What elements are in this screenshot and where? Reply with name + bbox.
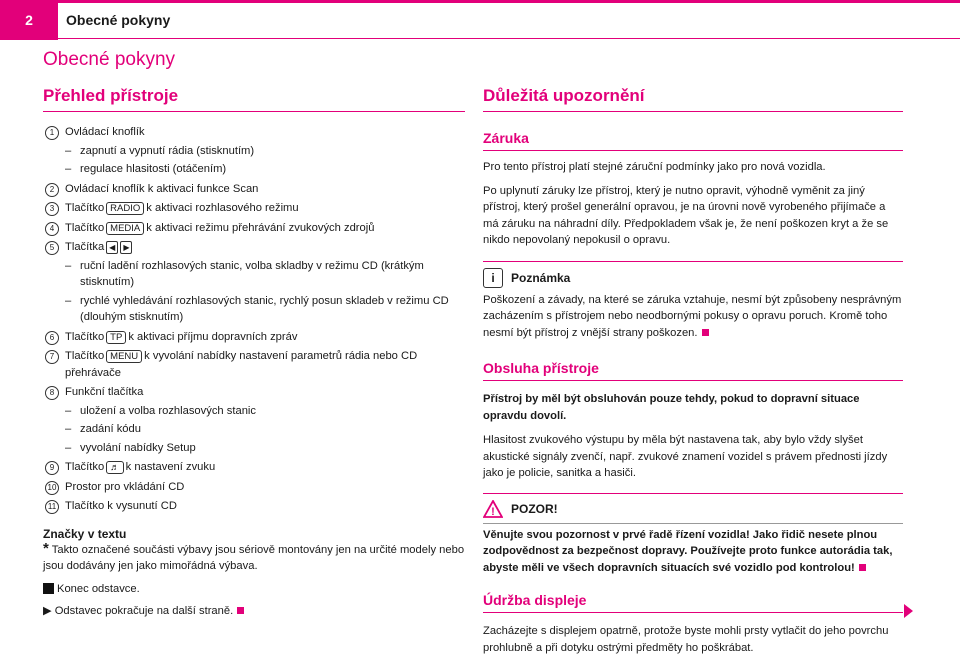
note-title: Poznámka [511,270,571,285]
info-icon: i [483,268,503,288]
legend-end [43,581,465,598]
caution-rule [483,493,903,494]
subitem-text: ruční ladění rozhlasových stanic, volba skladby v režimu CD (krátkým stisknutím) [80,259,424,288]
item-number-badge: 4 [45,222,59,236]
arrow-right-icon: ▶ [120,241,132,254]
overview-subitem [43,143,465,160]
page-header [0,0,960,40]
overview-list [43,124,465,515]
dash-icon: – [65,404,72,417]
section-rule [483,111,903,112]
key-label: MEDIA [106,222,144,235]
caution-text [483,527,903,577]
overview-subitem [43,440,465,457]
legend-end-text: Konec odstavce. [57,582,140,595]
key-label: MENU [106,350,142,363]
warranty-title: Záruka [483,130,529,146]
legend-asterisk [43,541,465,575]
note-text [483,292,903,342]
page-number: 2 [0,0,58,40]
item-number-badge: 7 [45,350,59,364]
legend-asterisk-text: Takto označené součásti výbavy jsou sériově montovány jen na určité modely nebo jsou dodávány jen jako mimořádná výbava. [43,543,465,572]
header-title: Obecné pokyny [66,12,171,28]
item-number-badge: 3 [45,202,59,216]
item-text: Tlačítko [65,461,105,473]
note-text-content: Poškození a závady, na které se záruka vztahuje, nesmí být způsobeny nesprávným zacházením s přístrojem nebo neodbornými pokusy o opravu poruch. Kromě toho nesmí být přístroj z vnější strany poškozen. [483,293,902,339]
dash-icon: – [65,441,72,454]
overview-subitem [43,403,465,420]
subitem-text: rychlé vyhledávání rozhlasových stanic, rychlý posun skladeb v režimu CD (dlouhým stisknutím) [80,294,449,323]
warranty-rule [483,150,903,151]
subitem-text: zapnutí a vypnutí rádia (stisknutím) [80,144,255,157]
end-square-icon [859,564,866,571]
overview-subitem [43,161,465,178]
display-rule [483,612,903,613]
page-title: Obecné pokyny [43,49,176,70]
next-page-arrow-icon [904,604,913,618]
legend-continue-text: Odstavec pokračuje na další straně. [54,605,234,617]
end-of-paragraph-icon [43,583,54,594]
overview-item [43,220,465,237]
overview-item [43,384,465,401]
operation-p1: Přístroj by měl být obsluhován pouze tehdy, pokud to dopravní situace opravdu dovolí. [483,393,860,422]
item-number-badge: 9 [45,461,59,475]
end-square-icon [237,607,244,614]
dash-icon: – [65,163,72,175]
operation-p2: Hlasitost zvukového výstupu by měla být nastavena tak, aby bylo vždy slyšet akustické signály zvenčí, např. zvukové znamení vozidel s právem přednosti jízdy jako je policie, sanitka a hasiči. [483,434,888,479]
item-text: Tlačítka [65,241,105,253]
note-rule [483,261,903,262]
item-number-badge: 10 [45,481,59,495]
item-number-badge: 11 [45,500,59,514]
subitem-text: uložení a volba rozhlasových stanic [80,404,256,417]
subitem-text: regulace hlasitosti (otáčením) [80,163,227,175]
item-text: Tlačítko k vysunutí CD [65,500,177,512]
section-title-overview: Přehled přístroje [43,86,179,105]
right-column [483,86,903,656]
item-text: k nastavení zvuku [125,461,216,473]
item-number-badge: 1 [45,126,59,140]
dash-icon: – [65,423,72,435]
end-square-icon [702,329,709,336]
item-text: Tlačítko [65,350,105,362]
legend-continue [43,603,465,620]
header-top-rule [58,0,960,3]
warranty-p2: Po uplynutí záruky lze přístroj, který je nutno opravit, výhodně vyměnit za jiný přístroj, který prošel generální opravou, je na úrovni nově vyrobeného přijímače a má záruku na náhradní díly. Předpokladem však je, že není poškozen kryt a že se nikdo nepovolaný nepokusil o opravu. [483,184,889,246]
section-rule [43,111,465,112]
overview-item [43,329,465,346]
note-header [483,268,903,288]
item-text: Prostor pro vkládání CD [65,480,185,493]
item-number-badge: 8 [45,386,59,400]
warning-triangle-icon [483,500,503,518]
asterisk-icon: * [43,539,49,557]
item-text: Ovládací knoflík [65,126,145,138]
key-label: RADIO [106,202,144,215]
item-text: Tlačítko [65,330,105,343]
item-text: Ovládací knoflík k aktivaci funkce Scan [65,182,259,195]
overview-item [43,459,465,476]
overview-item [43,239,465,256]
left-column [43,86,465,620]
item-text: k aktivaci rozhlasového režimu [146,202,299,214]
svg-text:!: ! [491,505,495,518]
overview-item [43,498,465,515]
overview-item [43,479,465,496]
item-text: Tlačítko [65,221,105,234]
item-text: Tlačítko [65,202,105,214]
overview-subitem [43,421,465,438]
item-text: k aktivaci příjmu dopravních zpráv [128,330,298,343]
caution-text-content: Věnujte svou pozornost v prvé řadě řízení vozidla! Jako řidič nesete plnou zodpovědnost za bezpečnost dopravy. Používejte proto funkce autorádia tak, abyste měli ve všech dopravních situacích své vozidlo pod kontrolou! [483,528,893,574]
subitem-text: zadání kódu [80,423,141,435]
display-text: Zacházejte s displejem opatrně, protože byste mohli prsty vytlačit do jeho povrchu prohlubně a při dotyku ostrými předměty ho poškrábat. [483,625,889,654]
dash-icon: – [65,144,72,157]
item-number-badge: 2 [45,183,59,197]
section-title-important: Důležitá upozornění [483,86,645,105]
caution-title: POZOR! [511,501,558,516]
key-label: TP [106,331,126,344]
caution-inner-rule [483,523,903,524]
overview-item [43,124,465,141]
overview-item [43,181,465,198]
overview-item [43,200,465,217]
item-number-badge: 5 [45,241,59,255]
overview-subitem [43,293,465,326]
item-text: k aktivaci režimu přehrávání zvukových zdrojů [146,221,375,234]
subitem-text: vyvolání nabídky Setup [80,441,196,454]
dash-icon: – [65,259,72,272]
legend-title: Značky v textu [43,526,127,541]
arrow-left-icon: ◀ [106,241,118,254]
item-text: Funkční tlačítka [65,386,144,398]
item-text: k vyvolání nabídky nastavení parametrů rádia nebo CD přehrávače [65,350,418,379]
overview-item [43,348,465,381]
item-number-badge: 6 [45,331,59,345]
overview-subitem [43,258,465,291]
dash-icon: – [65,294,72,307]
continue-arrow-icon: ▶ [43,605,52,617]
header-bottom-rule [58,38,960,39]
operation-title: Obsluha přístroje [483,360,599,376]
operation-rule [483,380,903,381]
caution-header [483,500,903,518]
warranty-p1: Pro tento přístroj platí stejné záruční podmínky jako pro nová vozidla. [483,161,826,173]
display-title: Údržba displeje [483,592,587,608]
key-label: ♬ [106,461,124,474]
